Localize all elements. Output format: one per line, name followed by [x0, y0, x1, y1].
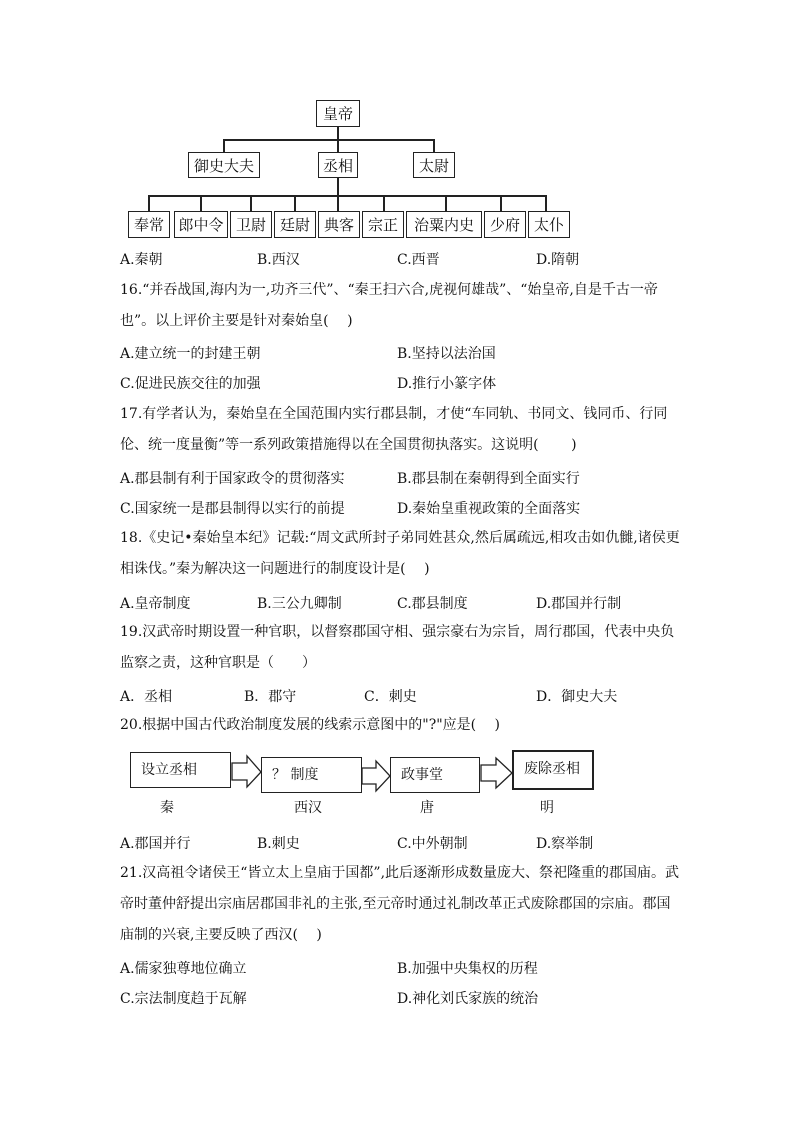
option-b: B.郡县制在秦朝得到全面实行	[397, 471, 580, 487]
flow-box-3: 政事堂	[390, 757, 480, 793]
flow-box-4: 废除丞相	[512, 750, 594, 790]
org-bottom-box: 廷尉	[274, 211, 316, 238]
q20-stem: 20.根据中国古代政治制度发展的线索示意图中的"?"应是( )	[120, 717, 501, 733]
connector	[223, 139, 225, 152]
flow-label-1: 秦	[160, 800, 174, 816]
org-bottom-box: 治粟内史	[406, 211, 482, 238]
connector	[500, 195, 502, 211]
q16-stem: 16.“并吞战国,海内为一,功齐三代”、“秦王扫六合,虎视何雄哉”、“始皇帝,自是千古一帝也”。以上评价主要是针对秦始皇( )	[120, 282, 658, 329]
option-a: A．丞相	[120, 689, 173, 705]
option-c: C.西晋	[397, 252, 440, 268]
option-a: A.儒家独尊地位确立	[120, 961, 247, 977]
org-bottom-box: 太仆	[528, 211, 570, 238]
option-b: B.西汉	[257, 252, 300, 268]
flow-box-1: 设立丞相	[130, 752, 231, 788]
option-d: D.察举制	[536, 836, 594, 852]
option-b: B.加强中央集权的历程	[397, 961, 538, 977]
option-d: D.隋朝	[536, 252, 580, 268]
arrow-icon	[362, 761, 390, 791]
q15-options	[120, 249, 680, 269]
q17-options	[120, 468, 680, 488]
option-b: B.三公九卿制	[257, 596, 342, 612]
connector	[294, 195, 296, 211]
connector	[545, 195, 547, 211]
q19-stem: 19.汉武帝时期设置一种官职，以督察郡国守相、强宗豪右为宗旨，周行郡国，代表中央负监察之责，这种官职是（ ）	[120, 624, 675, 671]
q17-stem: 17.有学者认为，秦始皇在全国范围内实行郡县制，才使“车同轨、书同文、钱同币、行同伦、统一度量衡”等一系列政策措施得以在全国贯彻执落实。这说明( )	[120, 406, 668, 453]
option-c: C.中外朝制	[397, 836, 468, 852]
q19-options	[120, 686, 680, 706]
option-b: B.刺史	[257, 836, 300, 852]
connector	[383, 195, 385, 211]
arrow-icon	[232, 756, 261, 787]
q21-options-2	[120, 988, 680, 1008]
option-c: C.国家统一是郡县制得以实行的前提	[120, 501, 345, 517]
org-mid-chengxiang: 丞相	[318, 152, 358, 178]
option-d: D.推行小篆字体	[397, 376, 497, 392]
arrow-icon	[481, 758, 512, 788]
connector	[250, 195, 252, 211]
connector	[148, 195, 150, 211]
org-bottom-box: 卫尉	[230, 211, 272, 238]
connector	[337, 178, 339, 196]
connector	[223, 139, 434, 141]
connector	[148, 195, 545, 197]
org-bottom-box: 郎中令	[174, 211, 228, 238]
option-c: C.促进民族交往的加强	[120, 376, 261, 392]
connector	[445, 195, 447, 211]
option-a: A.郡县制有利于国家政令的贯彻落实	[120, 471, 345, 487]
org-bottom-box: 奉常	[128, 211, 170, 238]
option-c: C.郡县制度	[397, 596, 468, 612]
option-a: A.秦朝	[120, 252, 163, 268]
option-d: D．御史大夫	[536, 689, 618, 705]
connector	[337, 139, 339, 152]
option-c: C.宗法制度趋于瓦解	[120, 991, 247, 1007]
org-top-emperor: 皇帝	[316, 100, 360, 127]
org-bottom-box: 少府	[484, 211, 526, 238]
option-d: D.郡国并行制	[536, 596, 622, 612]
option-a: A.郡国并行	[120, 836, 191, 852]
flow-label-2: 西汉	[294, 800, 322, 816]
q20-options	[120, 833, 680, 853]
flow-label-3: 唐	[420, 800, 434, 816]
q21-stem: 21.汉高祖令诸侯王“皆立太上皇庙于国都”,此后逐渐形成数量庞大、祭祀隆重的郡国庙。武帝时董仲舒提出宗庙居郡国非礼的主张,至元帝时通过礼制改革正式废除郡国的宗庙。郡国庙制的兴衰,主要反映了西汉( )	[120, 865, 680, 943]
q17-options-2	[120, 498, 680, 518]
option-b: B.坚持以法治国	[397, 346, 496, 362]
option-d: D.神化刘氏家族的统治	[397, 991, 539, 1007]
option-b: B．郡守	[244, 689, 297, 705]
q18-options	[120, 593, 680, 613]
flow-box-2: ？ 制度	[261, 757, 362, 793]
connector	[433, 139, 435, 152]
option-d: D.秦始皇重视政策的全面落实	[397, 501, 581, 517]
flow-label-4: 明	[540, 800, 554, 816]
option-c: C．刺史	[364, 689, 417, 705]
connector	[200, 195, 202, 211]
org-bottom-box: 宗正	[362, 211, 404, 238]
org-bottom-box: 典客	[318, 211, 360, 238]
q21-options	[120, 958, 680, 978]
org-mid-yushi: 御史大夫	[188, 152, 260, 178]
q16-options-2	[120, 373, 680, 393]
option-a: A.皇帝制度	[120, 596, 191, 612]
option-a: A.建立统一的封建王朝	[120, 346, 261, 362]
q16-options	[120, 343, 680, 363]
q18-stem: 18.《史记•秦始皇本纪》记载:“周文武所封子弟同姓甚众,然后属疏远,相攻击如仇雠,诸侯更相诛伐。”秦为解决这一问题进行的制度设计是( )	[120, 530, 680, 577]
org-mid-taiwei: 太尉	[413, 152, 455, 178]
connector	[337, 195, 339, 211]
